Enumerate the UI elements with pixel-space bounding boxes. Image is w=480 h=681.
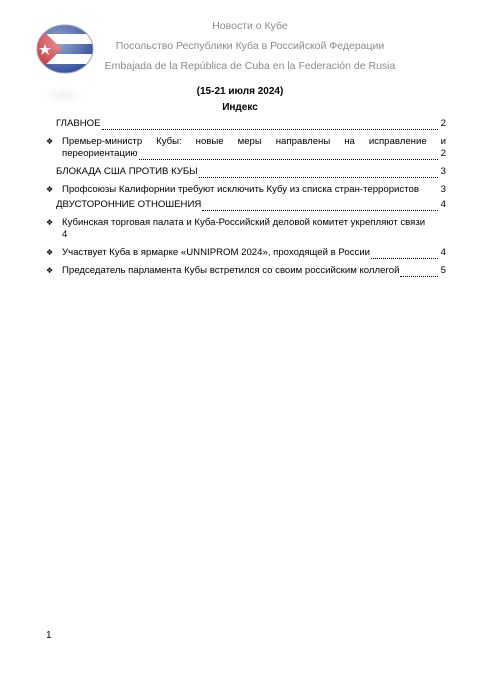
toc-page-number: 2 [440,148,446,159]
header-embassy-ru: Посольство Республики Куба в Российской Федерации [115,40,385,52]
toc-item-unniprom[interactable] [46,247,446,259]
toc-item-premier[interactable] [46,136,446,160]
toc-section-blockade[interactable] [46,166,446,178]
bullet-diamond-icon: ❖ [46,137,54,146]
toc-item-label: Кубинская торговая палата и Куба-Российский деловой комитет укрепляют связи [62,217,426,228]
index-title: Индекс [222,102,258,113]
header [100,16,400,76]
dot-leader [202,201,438,211]
toc-item-label: Профсоюзы Калифорнии требуют исключить Кубу из списка стран-террористов [62,184,419,195]
toc-section-main[interactable] [46,118,446,130]
toc-item-label-line2: переориентацию [62,148,138,159]
dot-leader [371,249,438,259]
toc-item-label: Председатель парламента Кубы встретился со своим российским коллегой [62,265,400,276]
dot-leader [400,267,438,277]
header-embassy-es: Embajada de la República de Cuba en la Federación de Rusia [104,60,396,72]
toc-section-label: ДВУСТОРОННИЕ ОТНОШЕНИЯ [56,199,202,210]
dot-leader [199,168,438,178]
table-of-contents [46,118,446,277]
cuban-flag-logo-icon [36,24,94,74]
toc-section-label: БЛОКАДА США ПРОТИВ КУБЫ [56,166,198,177]
date-range: (15-21 июля 2024) [196,86,284,97]
toc-page-number: 5 [440,265,446,276]
bullet-diamond-icon: ❖ [46,185,54,194]
header-title: Новости о Кубе [212,20,288,32]
toc-page-number: 3 [440,166,446,177]
toc-item-label: Участвует Куба в ярмарке «UNNIPROM 2024», проходящей в России [62,247,371,258]
toc-section-label: ГЛАВНОЕ [56,118,101,129]
toc-item-chamber[interactable] [46,217,446,241]
bullet-diamond-icon: ❖ [46,266,54,275]
toc-page-number: 4 [62,229,68,240]
bullet-diamond-icon: ❖ [46,218,54,227]
bullet-diamond-icon: ❖ [46,248,54,257]
dot-leader [102,120,438,130]
toc-page-number: 2 [440,118,446,129]
toc-page-number: 4 [440,247,446,258]
toc-item-parliament[interactable] [46,265,446,277]
toc-page-number: 4 [440,199,446,210]
toc-section-bilateral[interactable] [46,199,446,211]
toc-page-number: 3 [440,184,446,195]
toc-item-label-line1: Премьер-министр Кубы: новые меры направлены на исправление и [62,136,446,147]
dot-leader [139,150,438,160]
page-number: 1 [46,630,52,641]
toc-item-california[interactable] [46,184,446,196]
